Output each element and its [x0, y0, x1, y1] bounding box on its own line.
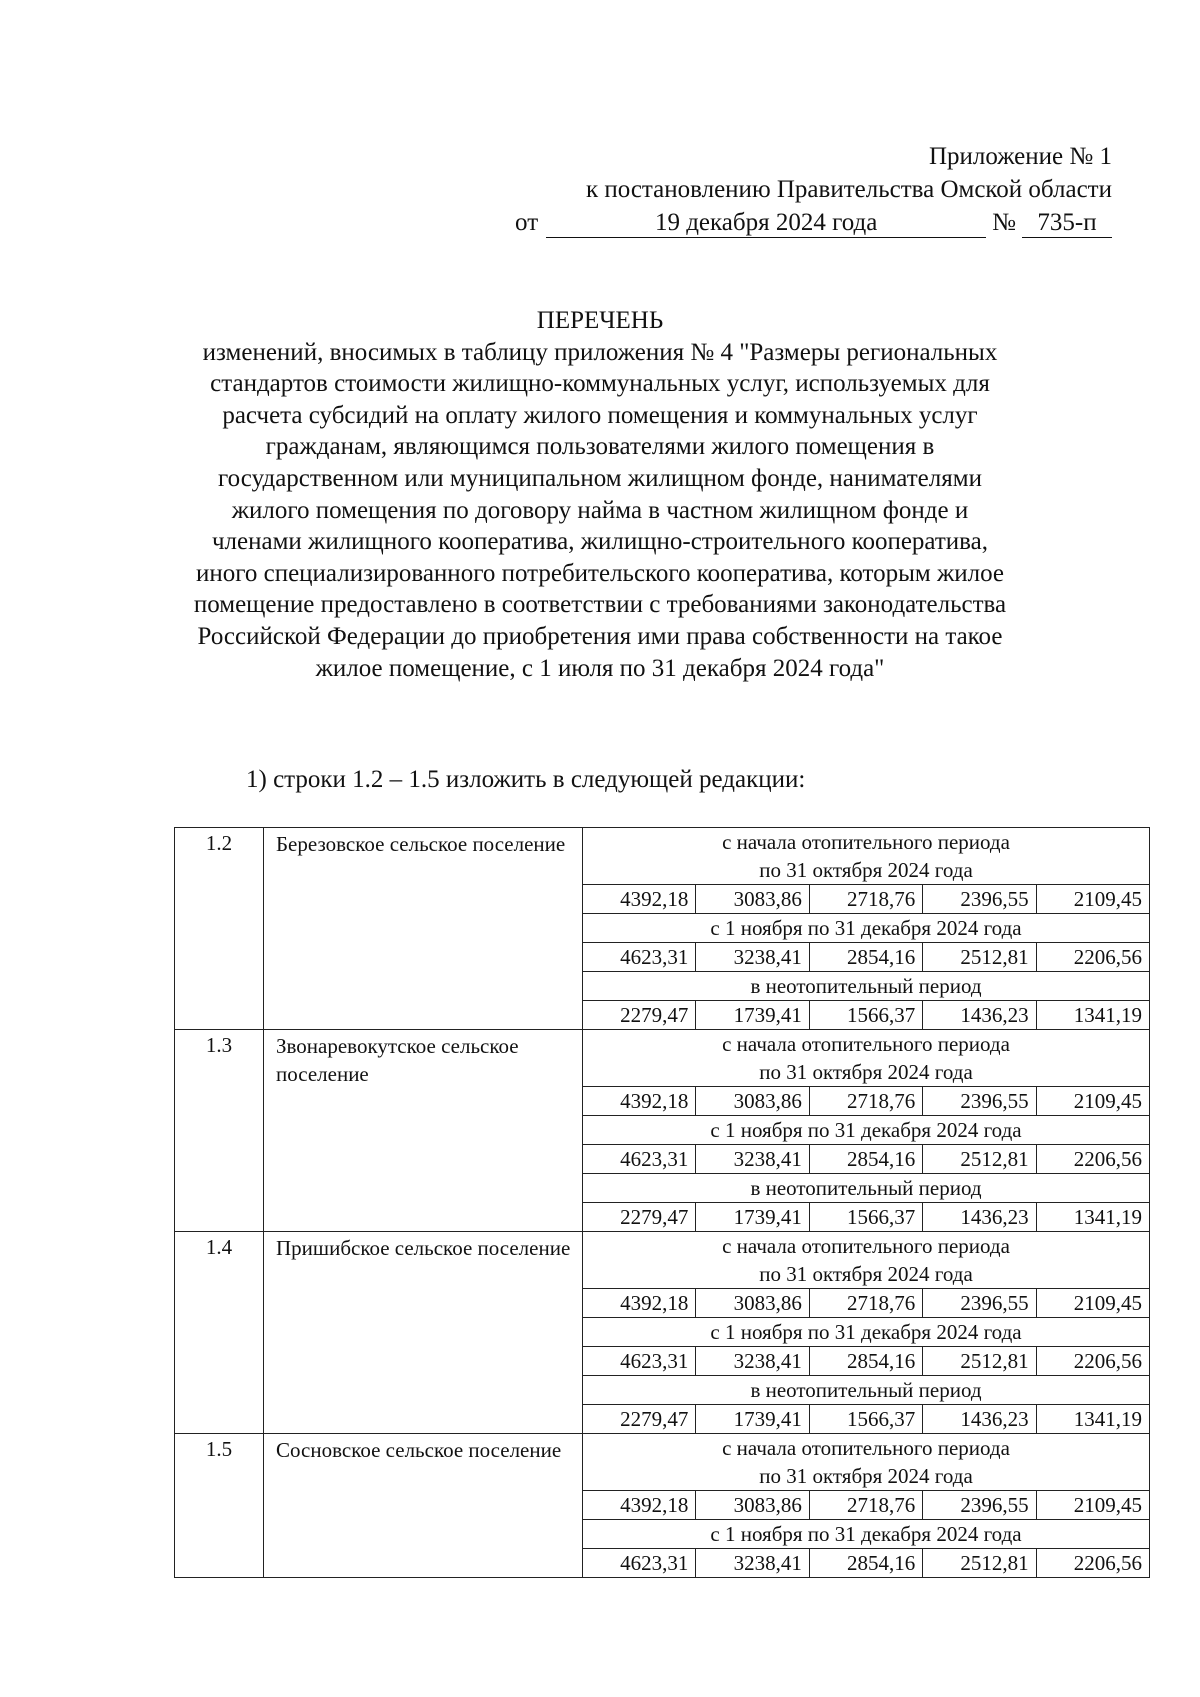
value-row — [583, 884, 1149, 914]
row-values — [583, 1232, 1150, 1434]
value-cell: 2854,16 — [809, 1549, 922, 1577]
value-cell: 1566,37 — [809, 1405, 922, 1433]
title-line: жилое помещение, с 1 июля по 31 декабря 2024 года" — [315, 654, 885, 682]
period-non-heating: в неотопительный период — [750, 1176, 982, 1200]
value-cell: 2396,55 — [922, 1087, 1035, 1115]
settlement-name: Пришибское сельское поселение — [264, 1232, 583, 1434]
period-label: по 31 октября 2024 года — [759, 1262, 973, 1286]
value-cell: 4392,18 — [620, 1493, 689, 1517]
row-number: 1.3 — [175, 1030, 264, 1232]
title-line: иного специализированного потребительского кооператива, которым жилое — [195, 559, 1005, 587]
title-line: изменений, вносимых в таблицу приложения № 4 "Размеры региональных — [202, 338, 998, 366]
value-cell: 1739,41 — [695, 1405, 808, 1433]
value-row — [583, 1490, 1149, 1520]
value-cell: 2206,56 — [1036, 1347, 1149, 1375]
value-row — [583, 1086, 1149, 1116]
row-number: 1.2 — [175, 828, 264, 1030]
value-cell: 4392,18 — [620, 1291, 689, 1315]
title-line: членами жилищного кооператива, жилищно-строительного кооператива, — [211, 528, 988, 556]
row-number: 1.4 — [175, 1232, 264, 1434]
value-row — [583, 1404, 1149, 1433]
value-cell: 3238,41 — [695, 1347, 808, 1375]
value-cell: 1436,23 — [922, 1203, 1035, 1231]
value-cell: 4392,18 — [620, 887, 689, 911]
value-cell: 2109,45 — [1036, 1289, 1149, 1317]
table-row — [175, 1232, 1150, 1434]
title-heading: ПЕРЕЧЕНЬ — [536, 307, 664, 334]
resolution-number: 735-п — [1022, 209, 1112, 238]
title-line: жилого помещения по договору найма в частном жилищном фонде и — [231, 496, 969, 524]
value-cell: 1739,41 — [695, 1203, 808, 1231]
value-row — [583, 1000, 1149, 1029]
title-line: помещение предоставлено в соответствии с требованиями законодательства — [193, 591, 1007, 619]
period-label: с начала отопительного периода — [722, 1234, 1010, 1258]
period-label: с начала отопительного периода — [722, 1436, 1010, 1460]
title-line: государственном или муниципальном жилищном фонде, нанимателями — [218, 464, 982, 492]
document-title — [130, 305, 1070, 684]
value-cell: 2512,81 — [922, 1347, 1035, 1375]
settlement-name: Сосновское сельское поселение — [264, 1434, 583, 1578]
standards-table — [174, 827, 1150, 1578]
period-non-heating: в неотопительный период — [750, 974, 982, 998]
value-cell: 2396,55 — [922, 1491, 1035, 1519]
value-cell: 1436,23 — [922, 1405, 1035, 1433]
period-label: по 31 октября 2024 года — [759, 1060, 973, 1084]
value-cell: 2512,81 — [922, 943, 1035, 971]
value-cell: 2854,16 — [809, 1145, 922, 1173]
from-label: от — [515, 209, 539, 236]
value-cell: 3083,86 — [695, 1289, 808, 1317]
value-cell: 2109,45 — [1036, 885, 1149, 913]
appendix-header — [492, 140, 1112, 239]
row-values — [583, 828, 1150, 1030]
value-cell: 2396,55 — [922, 1289, 1035, 1317]
value-cell: 2109,45 — [1036, 1087, 1149, 1115]
value-cell: 2512,81 — [922, 1145, 1035, 1173]
value-cell: 3083,86 — [695, 885, 808, 913]
value-cell: 4623,31 — [620, 1147, 689, 1171]
resolution-reference: к постановлению Правительства Омской области — [585, 176, 1112, 203]
value-cell: 2854,16 — [809, 943, 922, 971]
value-cell: 1341,19 — [1036, 1203, 1149, 1231]
period-heating-start — [583, 1434, 1149, 1490]
table-row — [175, 1030, 1150, 1232]
period-label: с начала отопительного периода — [722, 1032, 1010, 1056]
appendix-number: Приложение № 1 — [928, 143, 1112, 170]
value-cell: 3238,41 — [695, 943, 808, 971]
period-november-december: с 1 ноября по 31 декабря 2024 года — [710, 1522, 1022, 1546]
period-heating-start — [583, 1232, 1149, 1288]
value-cell: 4392,18 — [620, 1089, 689, 1113]
period-heating-start — [583, 1030, 1149, 1086]
resolution-date-row — [492, 206, 1112, 239]
value-cell: 2206,56 — [1036, 1549, 1149, 1577]
value-cell: 2206,56 — [1036, 1145, 1149, 1173]
table-row — [175, 828, 1150, 1030]
value-row — [583, 1288, 1149, 1318]
value-cell: 2279,47 — [620, 1205, 689, 1229]
row-values — [583, 1030, 1150, 1232]
title-line: стандартов стоимости жилищно-коммунальных услуг, используемых для — [210, 370, 990, 398]
value-row — [583, 942, 1149, 972]
resolution-date: 19 декабря 2024 года — [546, 209, 986, 238]
value-cell: 1341,19 — [1036, 1405, 1149, 1433]
title-line: Российской Федерации до приобретения ими права собственности на такое — [197, 622, 1003, 650]
value-cell: 2718,76 — [809, 1087, 922, 1115]
value-cell: 2718,76 — [809, 1491, 922, 1519]
period-november-december: с 1 ноября по 31 декабря 2024 года — [710, 1118, 1022, 1142]
value-cell: 1566,37 — [809, 1203, 922, 1231]
value-cell: 1436,23 — [922, 1001, 1035, 1029]
value-cell: 3083,86 — [695, 1491, 808, 1519]
value-cell: 3083,86 — [695, 1087, 808, 1115]
value-row — [583, 1548, 1149, 1577]
value-cell: 4623,31 — [620, 945, 689, 969]
value-cell: 2206,56 — [1036, 943, 1149, 971]
title-line: гражданам, являющимся пользователями жилого помещения в — [265, 433, 935, 461]
period-label: с начала отопительного периода — [722, 830, 1010, 854]
value-cell: 1739,41 — [695, 1001, 808, 1029]
value-row — [583, 1144, 1149, 1174]
value-cell: 2396,55 — [922, 885, 1035, 913]
intro-paragraph: 1) строки 1.2 – 1.5 изложить в следующей редакции: — [246, 766, 806, 793]
title-line: расчета субсидий на оплату жилого помещения и коммунальных услуг — [222, 401, 978, 429]
table-row — [175, 1434, 1150, 1578]
value-cell: 1341,19 — [1036, 1001, 1149, 1029]
value-row — [583, 1346, 1149, 1376]
value-cell: 4623,31 — [620, 1349, 689, 1373]
row-values — [583, 1434, 1150, 1578]
value-cell: 2718,76 — [809, 1289, 922, 1317]
value-cell: 2512,81 — [922, 1549, 1035, 1577]
period-label: по 31 октября 2024 года — [759, 1464, 973, 1488]
period-november-december: с 1 ноября по 31 декабря 2024 года — [710, 916, 1022, 940]
value-cell: 2109,45 — [1036, 1491, 1149, 1519]
period-november-december: с 1 ноября по 31 декабря 2024 года — [710, 1320, 1022, 1344]
number-sign: № — [992, 209, 1016, 236]
value-cell: 4623,31 — [620, 1551, 689, 1575]
settlement-name: Звонаревокутское сельское поселение — [264, 1030, 583, 1232]
period-non-heating: в неотопительный период — [750, 1378, 982, 1402]
value-cell: 2279,47 — [620, 1407, 689, 1431]
value-row — [583, 1202, 1149, 1231]
row-number: 1.5 — [175, 1434, 264, 1578]
value-cell: 1566,37 — [809, 1001, 922, 1029]
settlement-name: Березовское сельское поселение — [264, 828, 583, 1030]
value-cell: 2279,47 — [620, 1003, 689, 1027]
period-label: по 31 октября 2024 года — [759, 858, 973, 882]
period-heating-start — [583, 828, 1149, 884]
value-cell: 2718,76 — [809, 885, 922, 913]
value-cell: 3238,41 — [695, 1549, 808, 1577]
value-cell: 3238,41 — [695, 1145, 808, 1173]
value-cell: 2854,16 — [809, 1347, 922, 1375]
